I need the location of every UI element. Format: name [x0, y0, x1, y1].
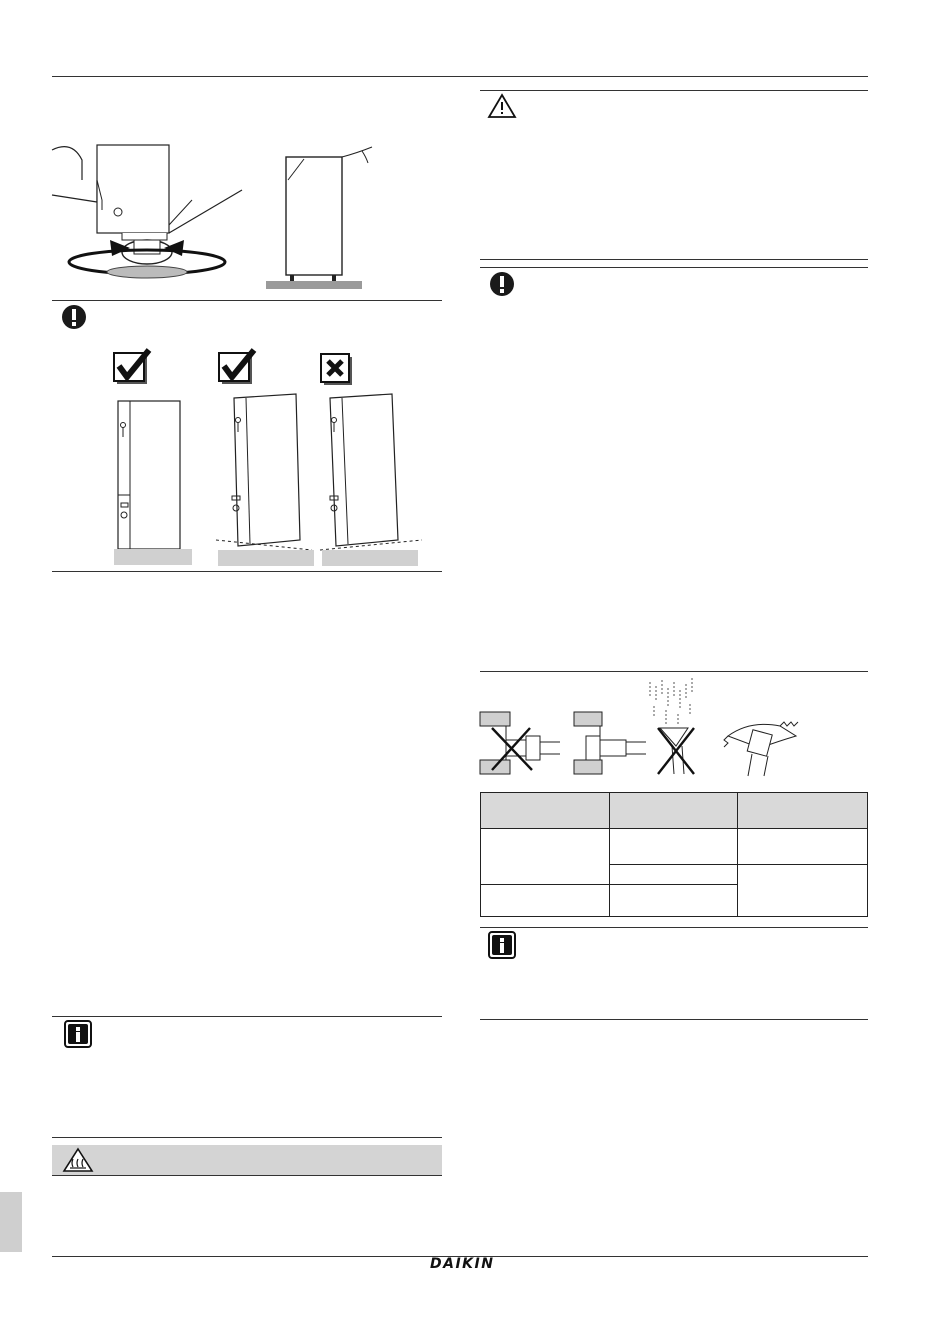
chapter-side-tab — [0, 1192, 22, 1252]
info-right-bottom-rule — [480, 1019, 868, 1020]
caution-top-rule — [52, 1137, 442, 1138]
info-square-icon — [64, 1020, 92, 1048]
notice-right-bottom-rule — [480, 671, 868, 672]
table-cell — [481, 829, 610, 885]
notice-right-top-rule — [480, 267, 868, 268]
info-right-top-rule — [480, 927, 868, 928]
table-cell — [609, 865, 738, 885]
page-header-rule — [52, 76, 868, 77]
notice-bottom-rule — [52, 571, 442, 572]
table-cell — [481, 885, 610, 917]
exclamation-circle-icon — [488, 270, 516, 298]
unit-excessive-tilt-not-ok-example — [318, 390, 424, 566]
hot-surface-icon — [62, 1147, 94, 1173]
leveling-foot-illustration — [52, 140, 242, 290]
table-header-cell — [609, 793, 738, 829]
unit-tilt-side-view — [262, 145, 382, 290]
table-header-row — [481, 793, 868, 829]
spec-table — [480, 792, 868, 917]
table-header-cell — [481, 793, 610, 829]
exclamation-circle-icon — [60, 303, 88, 331]
unit-level-example — [112, 395, 192, 565]
table-cell — [609, 885, 738, 917]
warning-triangle-icon — [487, 93, 517, 119]
table-cell — [609, 829, 738, 865]
table-row — [481, 829, 868, 865]
info-square-icon — [488, 931, 516, 959]
table-cell — [738, 829, 868, 865]
notice-top-rule — [52, 300, 442, 301]
caution-bottom-rule — [52, 1175, 442, 1176]
warning-bottom-rule — [480, 259, 868, 260]
cross-box-icon — [320, 353, 354, 387]
check-box-icon — [218, 350, 258, 386]
pipe-end-protection-illustration — [480, 676, 810, 776]
table-cell — [738, 865, 868, 917]
unit-slight-tilt-ok-example — [214, 390, 314, 566]
hot-surface-caution-bar — [52, 1145, 442, 1175]
check-box-icon — [113, 350, 153, 386]
info-top-rule — [52, 1016, 442, 1017]
table-header-cell — [738, 793, 868, 829]
warning-top-rule — [480, 90, 868, 91]
brand-logo: DAIKIN — [430, 1256, 495, 1272]
